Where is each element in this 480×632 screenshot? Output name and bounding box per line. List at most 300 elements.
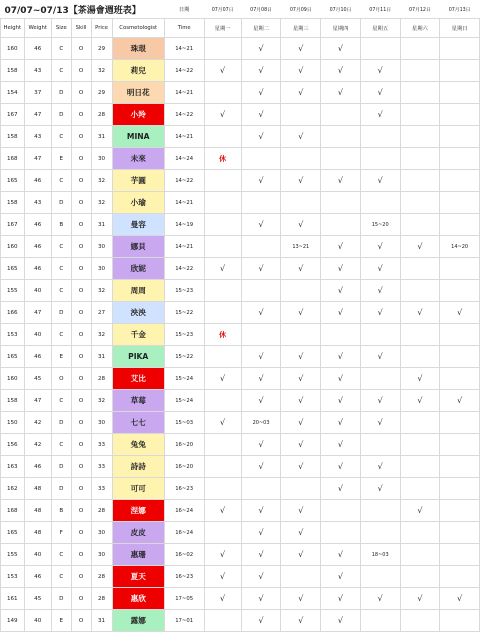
price-cell: 32 [91,324,112,346]
skill-cell: O [71,390,91,412]
day-slot-cell [440,170,480,192]
skill-cell: O [71,82,91,104]
day-slot-cell [204,214,241,236]
day-slot-cell: √ [281,60,321,82]
table-row [1,368,480,390]
size-cell: C [51,566,71,588]
day-slot-cell [440,214,480,236]
day-slot-cell [204,522,241,544]
height-cell: 153 [1,566,25,588]
day-slot-cell [400,610,440,632]
size-cell: C [51,126,71,148]
day-slot-cell: √ [241,566,281,588]
day-slot-cell: √ [281,456,321,478]
day-slot-cell [241,192,281,214]
time-cell: 15~23 [164,324,204,346]
skill-cell: O [71,302,91,324]
height-cell: 165 [1,170,25,192]
day-slot-cell [321,126,361,148]
date-cell: 07月11日 [369,7,392,13]
day-slot-cell [360,522,400,544]
cosmetologist-name-cell: 詩詩 [112,456,164,478]
skill-cell: O [71,434,91,456]
weight-cell: 46 [24,214,51,236]
day-slot-cell: √ [321,368,361,390]
day-slot-cell [400,148,440,170]
day-slot-cell: √ [204,544,241,566]
price-cell: 31 [91,346,112,368]
size-cell: C [51,324,71,346]
day-slot-cell [321,522,361,544]
day-slot-cell [400,38,440,60]
height-cell: 158 [1,60,25,82]
day-slot-cell: √ [321,60,361,82]
cosmetologist-name-cell: 小瑜 [112,192,164,214]
price-cell: 28 [91,368,112,390]
day-slot-cell: √ [400,390,440,412]
day-slot-cell: √ [400,236,440,258]
price-cell: 30 [91,236,112,258]
day-slot-cell [400,192,440,214]
day-slot-cell [440,82,480,104]
column-header-time: Time [164,19,204,38]
skill-cell: O [71,192,91,214]
height-cell: 153 [1,324,25,346]
skill-cell: O [71,522,91,544]
day-slot-cell: √ [360,346,400,368]
cosmetologist-name-cell: 娜貝 [112,236,164,258]
skill-cell: O [71,258,91,280]
skill-cell: O [71,500,91,522]
day-slot-cell [321,214,361,236]
day-slot-cell: √ [204,368,241,390]
day-slot-cell [281,192,321,214]
cosmetologist-name-cell: 艾比 [112,368,164,390]
weight-cell: 37 [24,82,51,104]
size-cell: B [51,500,71,522]
day-slot-cell: √ [241,170,281,192]
day-slot-cell [204,302,241,324]
table-row [1,456,480,478]
weight-cell: 40 [24,280,51,302]
size-cell: E [51,148,71,170]
time-cell: 15~24 [164,368,204,390]
cosmetologist-name-cell: 夏天 [112,566,164,588]
cosmetologist-name-cell: 周周 [112,280,164,302]
day-slot-cell: √ [281,412,321,434]
column-header-height: Height [1,19,25,38]
table-row [1,38,480,60]
day-slot-cell: √ [400,588,440,610]
day-slot-cell [204,192,241,214]
size-cell: C [51,60,71,82]
day-slot-cell: √ [281,170,321,192]
size-cell: D [51,456,71,478]
day-slot-cell [440,280,480,302]
day-slot-cell [400,522,440,544]
table-row [1,346,480,368]
day-slot-cell: √ [321,610,361,632]
day-slot-cell [440,412,480,434]
price-cell: 28 [91,566,112,588]
weight-cell: 48 [24,500,51,522]
height-cell: 168 [1,148,25,170]
skill-cell: O [71,170,91,192]
table-row [1,258,480,280]
day-slot-cell [360,566,400,588]
time-cell: 14~22 [164,258,204,280]
day-slot-cell: 休 [204,324,241,346]
skill-cell: O [71,280,91,302]
weight-cell: 46 [24,38,51,60]
weekday-cell: 星期四 [321,19,361,38]
time-cell: 16~02 [164,544,204,566]
day-slot-cell: √ [360,412,400,434]
day-slot-cell: 20~03 [241,412,281,434]
day-slot-cell [204,390,241,412]
skill-cell: O [71,236,91,258]
day-slot-cell [360,126,400,148]
price-cell: 33 [91,456,112,478]
day-slot-cell: √ [241,258,281,280]
day-slot-cell: √ [400,500,440,522]
day-slot-cell: √ [204,412,241,434]
day-slot-cell: √ [321,390,361,412]
height-cell: 155 [1,280,25,302]
day-slot-cell [204,280,241,302]
day-slot-cell [440,258,480,280]
day-slot-cell [400,412,440,434]
skill-cell: O [71,412,91,434]
day-slot-cell: √ [321,346,361,368]
size-cell: D [51,412,71,434]
day-slot-cell: √ [281,588,321,610]
day-slot-cell [440,104,480,126]
day-slot-cell: √ [321,38,361,60]
column-header-size: Size [51,19,71,38]
day-slot-cell: √ [281,214,321,236]
time-cell: 16~23 [164,478,204,500]
table-row [1,500,480,522]
day-slot-cell: √ [281,610,321,632]
day-slot-cell: √ [321,544,361,566]
day-slot-cell: √ [321,236,361,258]
time-cell: 16~24 [164,522,204,544]
column-header-skill: Skill [71,19,91,38]
weight-cell: 42 [24,434,51,456]
page-title: 07/07~07/13【茶湯會週班表】 [4,5,141,16]
weekday-cell: 星期三 [281,19,321,38]
day-slot-cell [400,82,440,104]
column-header-price: Price [91,19,112,38]
day-slot-cell [440,434,480,456]
day-slot-cell [400,566,440,588]
column-header-weight: Weight [24,19,51,38]
day-slot-cell [321,500,361,522]
day-slot-cell: 休 [204,148,241,170]
size-cell: C [51,544,71,566]
weight-cell: 47 [24,390,51,412]
day-slot-cell: √ [321,434,361,456]
day-slot-cell [204,82,241,104]
date-cell: 07月13日 [448,7,471,13]
day-slot-cell: √ [204,60,241,82]
table-row [1,302,480,324]
day-slot-cell: √ [360,82,400,104]
size-cell: B [51,214,71,236]
weight-cell: 46 [24,258,51,280]
day-slot-cell: √ [241,500,281,522]
height-cell: 160 [1,38,25,60]
weight-cell: 43 [24,126,51,148]
day-slot-cell [400,478,440,500]
day-slot-cell [204,236,241,258]
size-cell: C [51,390,71,412]
day-slot-cell [241,324,281,346]
day-slot-cell: √ [281,346,321,368]
day-slot-cell: 14~20 [440,236,480,258]
weight-cell: 47 [24,302,51,324]
time-cell: 14~22 [164,104,204,126]
day-slot-cell: √ [241,610,281,632]
table-row [1,324,480,346]
time-cell: 15~23 [164,280,204,302]
weight-cell: 40 [24,544,51,566]
day-slot-cell [204,610,241,632]
weekday-cell: 星期六 [400,19,440,38]
height-cell: 160 [1,368,25,390]
skill-cell: O [71,104,91,126]
size-cell: D [51,104,71,126]
cosmetologist-name-cell: 明日花 [112,82,164,104]
time-cell: 17~05 [164,588,204,610]
table-row [1,280,480,302]
price-cell: 32 [91,390,112,412]
height-cell: 155 [1,544,25,566]
day-slot-cell: √ [204,258,241,280]
time-cell: 14~21 [164,38,204,60]
day-slot-cell [440,478,480,500]
date-cell: 07月12日 [408,7,431,13]
day-slot-cell [400,214,440,236]
height-cell: 158 [1,126,25,148]
day-slot-cell: √ [281,302,321,324]
size-cell: C [51,170,71,192]
table-row [1,610,480,632]
weight-cell: 43 [24,60,51,82]
price-cell: 29 [91,38,112,60]
cosmetologist-name-cell: 涅娜 [112,500,164,522]
weight-cell: 46 [24,566,51,588]
price-cell: 30 [91,148,112,170]
table-row [1,588,480,610]
day-slot-cell: √ [281,258,321,280]
price-cell: 30 [91,412,112,434]
day-slot-cell: √ [400,368,440,390]
price-cell: 32 [91,192,112,214]
time-cell: 14~19 [164,214,204,236]
table-row [1,192,480,214]
height-cell: 149 [1,610,25,632]
day-slot-cell: √ [321,258,361,280]
day-slot-cell [321,104,361,126]
size-cell: C [51,38,71,60]
day-slot-cell: √ [321,478,361,500]
day-slot-cell [360,434,400,456]
day-slot-cell: √ [440,390,480,412]
table-row [1,60,480,82]
day-slot-cell [281,280,321,302]
price-cell: 32 [91,60,112,82]
cosmetologist-name-cell: 泱泱 [112,302,164,324]
table-row [1,412,480,434]
day-slot-cell [360,148,400,170]
day-slot-cell: √ [321,170,361,192]
skill-cell: O [71,346,91,368]
cosmetologist-name-cell: MINA [112,126,164,148]
day-slot-cell [440,610,480,632]
height-cell: 168 [1,500,25,522]
day-slot-cell [281,324,321,346]
day-slot-cell [440,566,480,588]
price-cell: 28 [91,500,112,522]
date-cell: 07月09日 [289,7,312,13]
day-slot-cell: √ [321,82,361,104]
skill-cell: O [71,214,91,236]
time-cell: 14~24 [164,148,204,170]
day-slot-cell: √ [321,566,361,588]
table-row [1,126,480,148]
height-cell: 167 [1,214,25,236]
day-slot-cell: √ [281,390,321,412]
weight-cell: 46 [24,346,51,368]
skill-cell: O [71,368,91,390]
table-row [1,170,480,192]
skill-cell: O [71,544,91,566]
table-row [1,104,480,126]
table-row [1,478,480,500]
day-slot-cell: √ [241,104,281,126]
size-cell: D [51,82,71,104]
day-slot-cell: √ [360,390,400,412]
day-slot-cell [204,434,241,456]
weight-cell: 47 [24,104,51,126]
weight-cell: 45 [24,368,51,390]
day-slot-cell: √ [241,368,281,390]
weight-cell: 48 [24,478,51,500]
day-slot-cell [400,324,440,346]
height-cell: 160 [1,236,25,258]
day-slot-cell: √ [281,82,321,104]
day-slot-cell: √ [241,544,281,566]
size-cell: D [51,478,71,500]
day-slot-cell: √ [321,302,361,324]
cosmetologist-name-cell: 可可 [112,478,164,500]
day-slot-cell: √ [321,456,361,478]
weight-cell: 40 [24,324,51,346]
day-slot-cell [241,478,281,500]
time-cell: 15~22 [164,346,204,368]
time-cell: 15~22 [164,302,204,324]
cosmetologist-name-cell: 小羚 [112,104,164,126]
day-slot-cell [440,368,480,390]
time-cell: 16~20 [164,456,204,478]
weight-cell: 43 [24,192,51,214]
cosmetologist-name-cell: 千金 [112,324,164,346]
time-cell: 15~24 [164,390,204,412]
day-slot-cell [440,126,480,148]
cosmetologist-name-cell: 兔兔 [112,434,164,456]
day-slot-cell: √ [241,522,281,544]
day-slot-cell: √ [360,258,400,280]
day-slot-cell: √ [241,390,281,412]
day-slot-cell [204,38,241,60]
day-header-label: 日期 [178,7,190,13]
weekday-cell: 星期日 [440,19,480,38]
size-cell: D [51,302,71,324]
day-slot-cell: √ [281,368,321,390]
time-cell: 14~22 [164,60,204,82]
height-cell: 165 [1,346,25,368]
day-slot-cell: √ [440,588,480,610]
day-slot-cell [281,148,321,170]
day-slot-cell: √ [321,588,361,610]
time-cell: 17~01 [164,610,204,632]
day-slot-cell [204,346,241,368]
weight-cell: 46 [24,170,51,192]
skill-cell: O [71,324,91,346]
day-slot-cell: √ [440,302,480,324]
day-slot-cell [400,346,440,368]
day-slot-cell: √ [360,170,400,192]
skill-cell: O [71,126,91,148]
skill-cell: O [71,588,91,610]
day-slot-cell [204,478,241,500]
height-cell: 161 [1,588,25,610]
day-slot-cell [400,456,440,478]
day-slot-cell: √ [360,104,400,126]
day-slot-cell: √ [241,60,281,82]
day-slot-cell: √ [281,544,321,566]
day-slot-cell [360,38,400,60]
day-slot-cell: √ [360,456,400,478]
skill-cell: O [71,566,91,588]
day-slot-cell: √ [360,478,400,500]
day-slot-cell: 15~20 [360,214,400,236]
height-cell: 165 [1,522,25,544]
day-slot-cell: √ [241,346,281,368]
skill-cell: O [71,478,91,500]
cosmetologist-name-cell: 欣妮 [112,258,164,280]
time-cell: 16~24 [164,500,204,522]
day-slot-cell [321,324,361,346]
weight-cell: 45 [24,588,51,610]
weekday-cell: 星期一 [204,19,241,38]
day-slot-cell [204,170,241,192]
table-row [1,390,480,412]
day-slot-cell [321,148,361,170]
day-slot-cell [440,456,480,478]
day-slot-cell [440,60,480,82]
cosmetologist-name-cell: 莉兒 [112,60,164,82]
day-slot-cell: √ [400,302,440,324]
cosmetologist-name-cell: 曼容 [112,214,164,236]
table-row [1,544,480,566]
weight-cell: 42 [24,412,51,434]
day-slot-cell [400,104,440,126]
price-cell: 33 [91,478,112,500]
height-cell: 166 [1,302,25,324]
